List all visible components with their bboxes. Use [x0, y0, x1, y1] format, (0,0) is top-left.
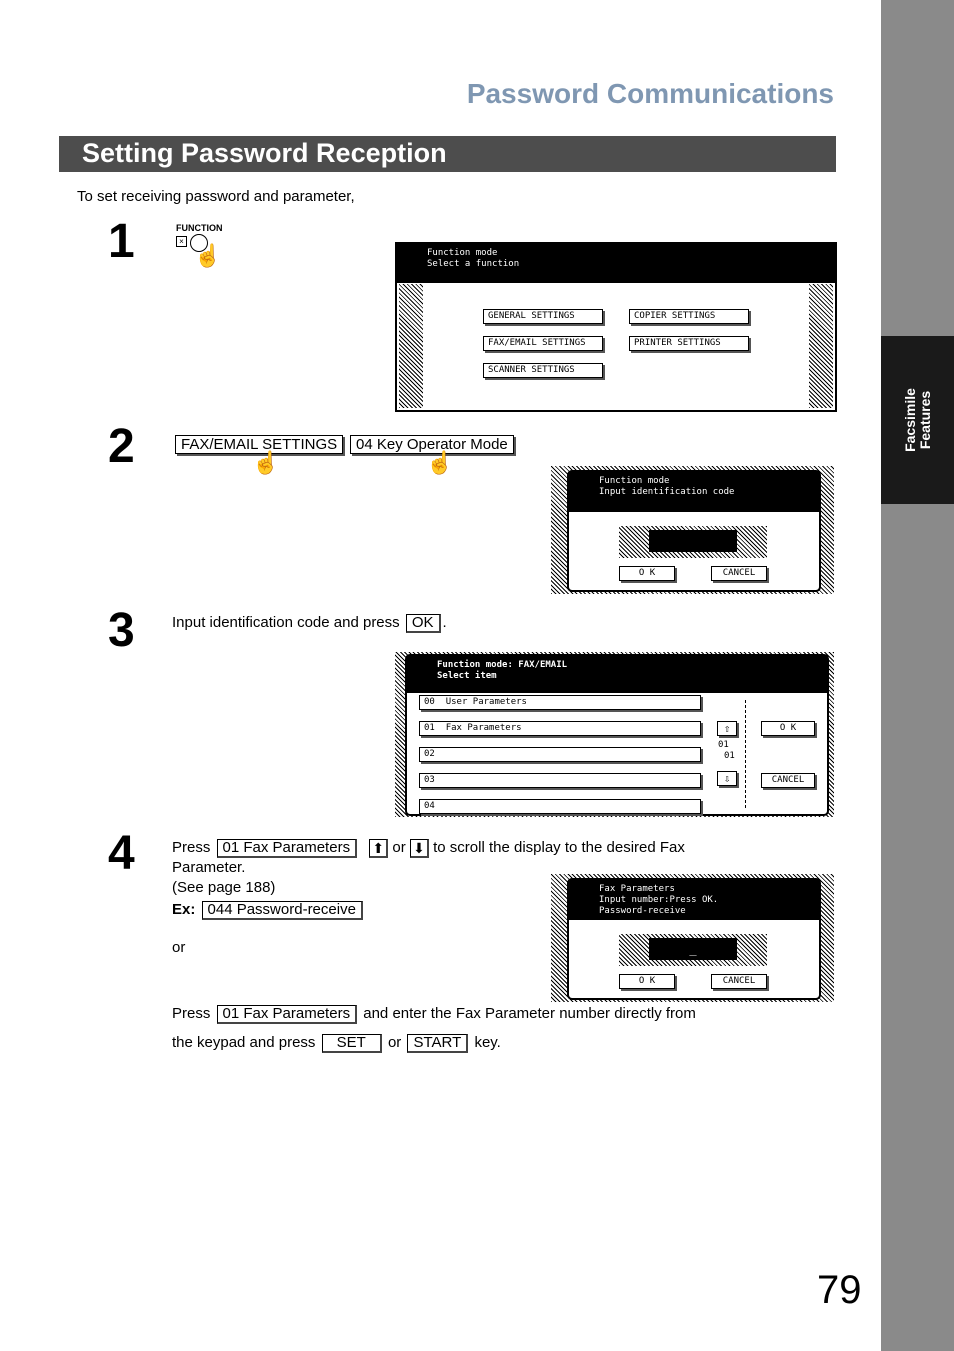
- step-4-line3: (See page 188): [172, 879, 276, 896]
- list-item-number: 02: [424, 749, 435, 759]
- step-4-number: 4: [108, 827, 135, 880]
- function-key-label: FUNCTION: [176, 223, 223, 233]
- or-text: or: [392, 839, 406, 856]
- list-item-fax-parameters[interactable]: [419, 721, 701, 736]
- or-text: or: [387, 1034, 402, 1051]
- fax-parameters-key[interactable]: 01 Fax Parameters: [217, 1005, 358, 1024]
- list-item-number: 04: [424, 801, 435, 811]
- parameter-number-input[interactable]: _: [649, 938, 737, 960]
- cancel-button[interactable]: CANCEL: [761, 773, 815, 788]
- press-text: Press: [172, 1005, 211, 1022]
- function-key-indicator-icon: ×: [176, 236, 187, 247]
- press-text: Press: [172, 839, 211, 856]
- set-key[interactable]: SET: [322, 1034, 382, 1053]
- ok-button[interactable]: O K: [761, 721, 815, 736]
- key-operator-mode-key[interactable]: 04 Key Operator Mode: [350, 435, 514, 454]
- ok-button[interactable]: O K: [619, 566, 675, 581]
- function-key: [176, 223, 223, 273]
- page-number: 79: [817, 1268, 862, 1312]
- chapter-tab-line2: Features: [916, 390, 933, 450]
- chapter-tab-line1: Facsimile: [901, 388, 918, 452]
- scroll-down-key-icon[interactable]: ⬇: [410, 839, 429, 858]
- step-3-number: 3: [108, 604, 135, 657]
- step-4-line2: Parameter.: [172, 859, 246, 876]
- intro-text: To set receiving password and parameter,: [77, 188, 355, 205]
- fax-email-settings-key[interactable]: FAX/EMAIL SETTINGS: [175, 435, 343, 454]
- page-sidebar: [881, 0, 954, 1351]
- printer-settings-button[interactable]: PRINTER SETTINGS: [629, 336, 749, 351]
- screen-border-left: [399, 284, 423, 408]
- screen-line2: Select a function: [427, 259, 520, 269]
- divider: [745, 700, 746, 808]
- screen-line2: Select item: [437, 671, 497, 681]
- scroll-down-icon[interactable]: ⇩: [717, 771, 737, 786]
- list-item[interactable]: [419, 747, 701, 762]
- fax-email-settings-button[interactable]: FAX/EMAIL SETTINGS: [483, 336, 603, 351]
- chapter-tab: [881, 336, 954, 504]
- or-line: or: [172, 939, 186, 956]
- ok-button[interactable]: O K: [619, 974, 675, 989]
- list-item-label: Fax Parameters: [445, 723, 522, 733]
- ok-key[interactable]: OK: [406, 614, 441, 633]
- list-item-label: User Parameters: [445, 697, 527, 707]
- step-2-number: 2: [108, 420, 135, 473]
- section-title: Setting Password Reception: [82, 138, 447, 168]
- alt-line2: [172, 1033, 752, 1053]
- cancel-button[interactable]: CANCEL: [711, 566, 767, 581]
- press-hand-icon: ☝: [252, 450, 280, 475]
- copier-settings-button[interactable]: COPIER SETTINGS: [629, 309, 749, 324]
- list-item[interactable]: [419, 773, 701, 788]
- screen-line1: Function mode: FAX/EMAIL: [437, 660, 568, 670]
- screen-line1: Function mode: [599, 476, 670, 486]
- screen-fax-email-select: [405, 654, 829, 816]
- screen-fax-parameter-input: [567, 878, 821, 1000]
- screen-header: [397, 244, 835, 283]
- fax-parameters-key[interactable]: 01 Fax Parameters: [217, 839, 358, 858]
- screen-id-code: [567, 470, 821, 592]
- list-item[interactable]: [419, 799, 701, 814]
- password-receive-key[interactable]: 044 Password-receive: [202, 901, 363, 920]
- scroll-up-icon[interactable]: ⇧: [717, 721, 737, 736]
- cancel-button[interactable]: CANCEL: [711, 974, 767, 989]
- page-total: 01: [724, 751, 735, 761]
- page-current: 01: [718, 740, 729, 750]
- key-text: key.: [474, 1034, 501, 1051]
- example-label: Ex:: [172, 901, 196, 918]
- step-3-instruction: Input identification code and press: [172, 614, 400, 631]
- screen-line3: Password-receive: [599, 906, 686, 916]
- screen-header: [407, 656, 827, 693]
- step-4-line1: [172, 838, 732, 858]
- list-item-number: 00: [424, 697, 435, 707]
- scroll-up-key-icon[interactable]: ⬆: [369, 839, 388, 858]
- list-item-user-parameters[interactable]: [419, 695, 701, 710]
- screen-line1: Function mode: [427, 248, 498, 258]
- start-key[interactable]: START: [407, 1034, 468, 1053]
- press-hand-icon: ☝: [194, 243, 222, 268]
- general-settings-button[interactable]: GENERAL SETTINGS: [483, 309, 603, 324]
- press-hand-icon: ☝: [426, 450, 454, 475]
- step-3-text: [172, 613, 447, 633]
- screen-header: [569, 880, 819, 920]
- alt-line1: [172, 1004, 752, 1024]
- screen-function-select: [395, 242, 837, 412]
- screen-line1: Fax Parameters: [599, 884, 675, 894]
- step-3-period: .: [442, 614, 447, 631]
- list-item-number: 03: [424, 775, 435, 785]
- enter-text: and enter the Fax Parameter number directly from: [363, 1005, 696, 1022]
- screen-line2: Input identification code: [599, 487, 735, 497]
- scroll-text: to scroll the display to the desired Fax: [433, 839, 685, 856]
- step-1-number: 1: [108, 215, 135, 268]
- screen-header: [569, 472, 819, 512]
- chapter-title: Password Communications: [466, 78, 834, 109]
- scanner-settings-button[interactable]: SCANNER SETTINGS: [483, 363, 603, 378]
- list-item-number: 01: [424, 723, 435, 733]
- id-code-input[interactable]: [649, 530, 737, 552]
- screen-border-right: [809, 284, 833, 408]
- step-4-alternative: [172, 1004, 752, 1053]
- screen-line2: Input number:Press OK.: [599, 895, 719, 905]
- keypad-text: the keypad and press: [172, 1034, 316, 1051]
- page-indicator: [718, 740, 735, 762]
